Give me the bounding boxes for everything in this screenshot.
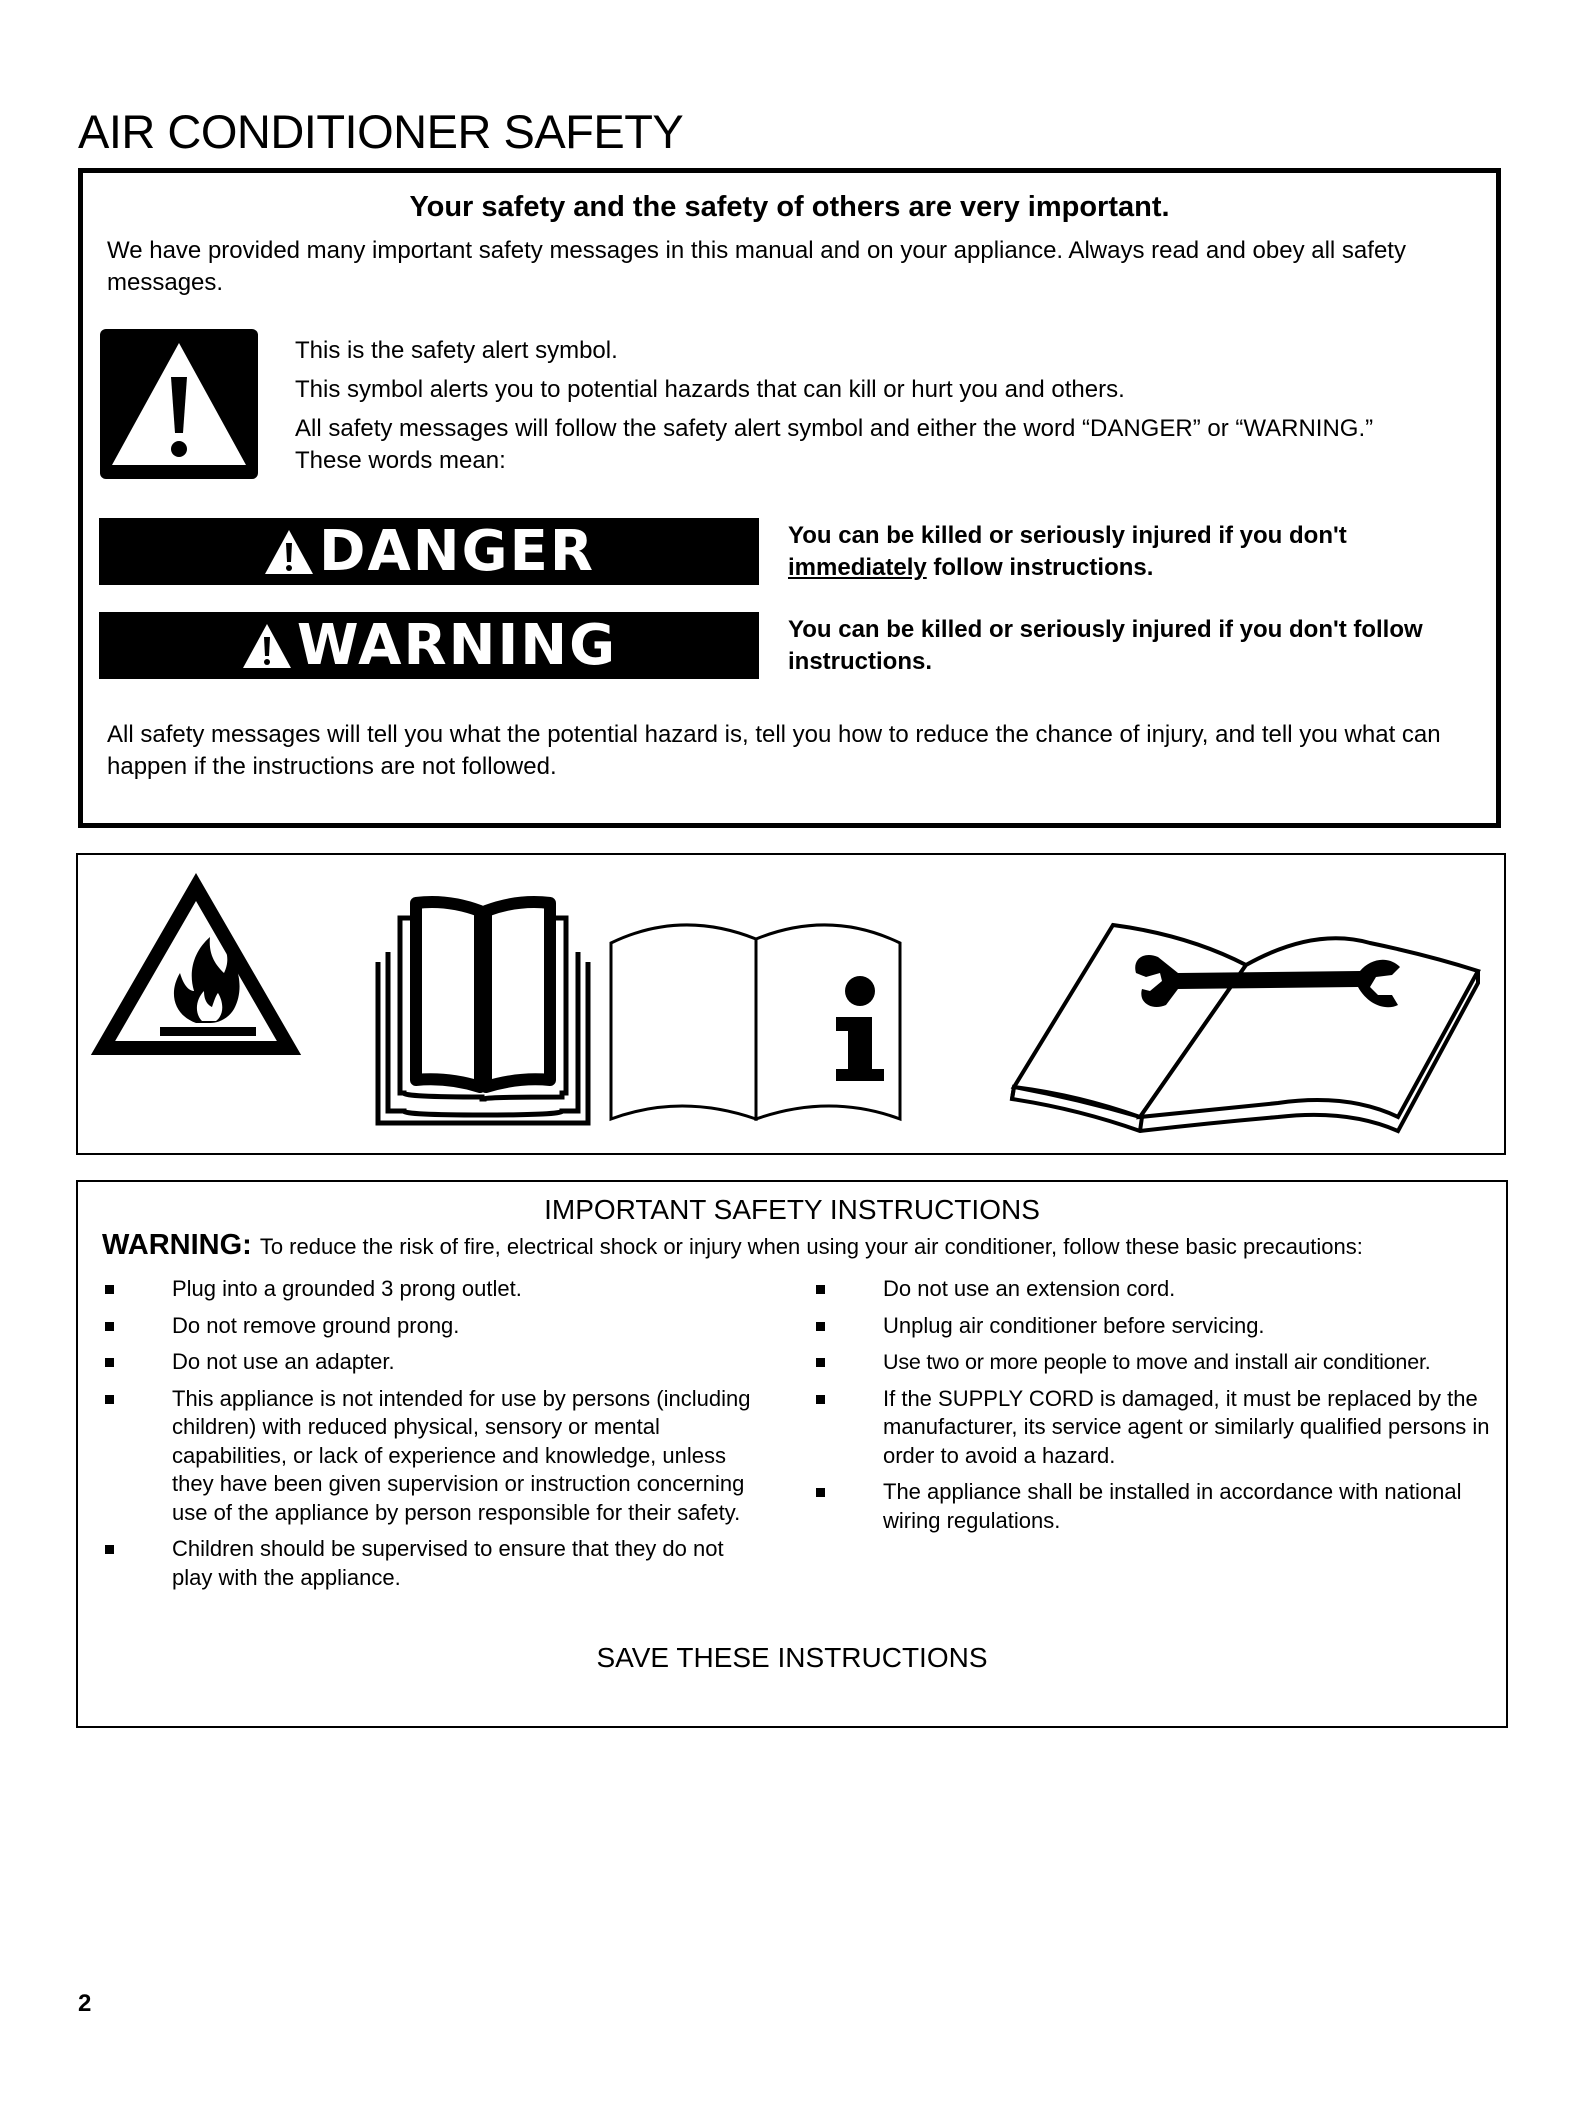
alert-triangle-icon [241, 621, 293, 671]
flammable-warning-icon [103, 887, 289, 1048]
save-instructions-text: SAVE THESE INSTRUCTIONS [596, 1642, 988, 1673]
danger-meaning-text-end: follow instructions. [926, 554, 1154, 581]
bullet-icon [816, 1358, 825, 1367]
list-item-text: Plug into a grounded 3 prong outlet. [172, 1276, 522, 1301]
list-item [813, 1312, 1503, 1341]
alert-line: This is the safety alert symbol. [295, 337, 618, 364]
list-item [813, 1478, 1503, 1535]
list-item [813, 1348, 1503, 1377]
important-safety-instructions-box [76, 1180, 1508, 1728]
list-item-text: This appliance is not intended for use by persons (including children) with reduced physical, sensory or mental capabilities, or lack of experience and knowledge, unless they have been given supervision or instruction concerning use of the appliance by person responsible for their safety. [172, 1385, 751, 1525]
list-item [102, 1275, 822, 1304]
safety-message-box [78, 168, 1501, 828]
alert-line: This symbol alerts you to potential hazards that can kill or hurt you and others. [295, 376, 1125, 403]
list-item [813, 1275, 1503, 1304]
information-manual-icon [611, 925, 900, 1119]
bullet-icon [105, 1322, 114, 1331]
list-item-text: If the SUPPLY CORD is damaged, it must be replaced by the manufacturer, its service agent or similarly qualified persons in order to avoid a hazard. [883, 1385, 1490, 1468]
list-item-text: Do not use an adapter. [172, 1349, 395, 1374]
list-item [102, 1385, 762, 1528]
service-manual-icon [1012, 925, 1478, 1131]
list-item [813, 1385, 1503, 1471]
safety-intro: We have provided many important safety messages in this manual and on your appliance. Always read and obey all safety messages. [107, 237, 1406, 296]
list-item-text: Unplug air conditioner before servicing. [883, 1312, 1265, 1338]
bullet-icon [816, 1322, 825, 1331]
warning-signal-bar [99, 612, 759, 679]
bullet-icon [816, 1285, 825, 1294]
warning-label: WARNING [296, 613, 618, 678]
danger-signal-bar [99, 518, 759, 585]
instructions-left-column [102, 1275, 822, 1600]
bullet-icon [105, 1545, 114, 1554]
list-item-text: Children should be supervised to ensure that they do not play with the appliance. [172, 1536, 724, 1590]
page-title: AIR CONDITIONER SAFETY [78, 105, 684, 158]
alert-line: All safety messages will follow the safety alert symbol and either the word “DANGER” or “WARNING.” These words mean: [295, 415, 1374, 474]
list-item-text: Do not remove ground prong. [172, 1312, 460, 1338]
list-item-text: The appliance shall be installed in accordance with national wiring regulations. [883, 1479, 1462, 1533]
list-item [102, 1348, 822, 1377]
warning-meaning: You can be killed or seriously injured if you don't follow instructions. [788, 616, 1423, 675]
safety-alert-symbol-icon [100, 329, 258, 479]
page-number: 2 [78, 1990, 92, 2017]
pictogram-box [76, 853, 1506, 1155]
list-item [102, 1312, 822, 1341]
read-manual-icon [378, 902, 588, 1123]
alert-triangle-icon [263, 527, 315, 577]
list-item-text: Use two or more people to move and install air conditioner. [883, 1350, 1431, 1374]
danger-meaning-text: You can be killed or seriously injured if you don't [788, 522, 1347, 549]
list-item-text: Do not use an extension cord. [883, 1276, 1176, 1301]
alert-symbol-explanation [295, 335, 1415, 477]
warning-precautions [102, 1229, 1363, 1262]
danger-label: DANGER [318, 519, 596, 584]
bullet-icon [105, 1285, 114, 1294]
danger-meaning [788, 520, 1468, 584]
bullet-icon [105, 1395, 114, 1404]
safety-outro: All safety messages will tell you what the potential hazard is, tell you how to reduce the chance of injury, and tell you what can happen if the instructions are not followed. [107, 721, 1441, 780]
bullet-icon [816, 1395, 825, 1404]
warning-prefix: WARNING: [102, 1229, 252, 1261]
warning-precautions-text: To reduce the risk of fire, electrical shock or injury when using your air conditioner, follow these basic precautions: [259, 1234, 1363, 1259]
list-item [102, 1535, 762, 1592]
instructions-right-column [813, 1275, 1503, 1543]
safety-heading: Your safety and the safety of others are very important. [409, 191, 1170, 223]
bullet-icon [105, 1358, 114, 1367]
instructions-heading: IMPORTANT SAFETY INSTRUCTIONS [544, 1194, 1040, 1225]
bullet-icon [816, 1488, 825, 1497]
danger-meaning-emphasis: immediately [788, 554, 927, 581]
